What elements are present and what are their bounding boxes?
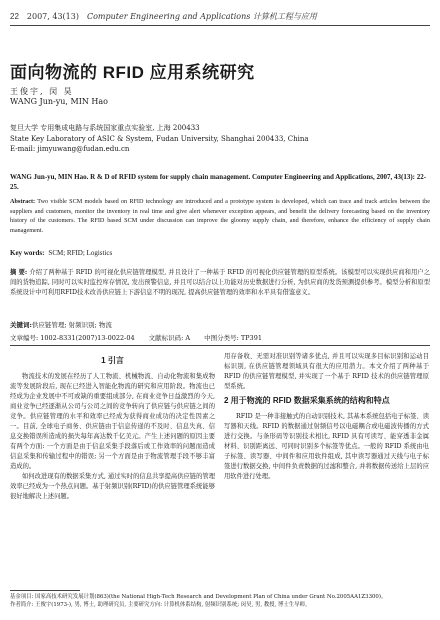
section-heading-intro: 1 引言 bbox=[101, 356, 124, 365]
page-number: 22 bbox=[10, 12, 19, 21]
intro-paragraph-1: 物流技术的发展在经历了人工物流、机械物流、自动化物流和集成物流等发展阶段后, 现在已经进入智能化物流的研究和应用阶段。物流也已经成为企业发展中不可或缺的重要组成部分, 在商业竞争日益激烈的今天, 商业竞争已经逐渐从公司与公司之间的竞争转向了供应链与供应链之间的竞争。供应链管理的水平和效率已经成为获得商业成功的决定性因素之一。目前, 全球电子商务、供应链由于信息传递的不及时、信息失真、信息交换错误所造成的损失每年高达数千亿美元。产生上述问题的原因主要有两个方面: 一个方面是由于信息采集手段落后或工作效率的问题而造成信息采集和传输过程中的错误; 另一个方面是由于物流管理手段不够丰富造成的。 bbox=[10, 373, 215, 470]
article-meta bbox=[10, 333, 262, 342]
keywords-en-label: Key words: bbox=[10, 249, 45, 257]
abstract-cn bbox=[10, 268, 430, 298]
keywords-cn bbox=[10, 320, 112, 329]
keywords-cn-text: 供应链管理; 射频识别; 物流 bbox=[31, 321, 112, 329]
body-column-left bbox=[10, 352, 215, 502]
paper-title: 面向物流的 RFID 应用系统研究 bbox=[10, 63, 255, 82]
author-email: E-mail: jimyuwang@fudan.edu.cn bbox=[10, 145, 130, 153]
abstract-cn-text: 介绍了两种基于 RFID 的可视化供应链管理模型, 并且设计了一种基于 RFID 的可视化供应链管理的原型系统。该模型可以实现供应商和用户之间的货物追踪, 同时可以实时监控库存情况, 发出预警信息, 并且可以结合以上功能对历史数据进行分析, 为供应商的发货预测提供参考。模型分析和原型系统设计中可利用RFID技术改善供应链上下游信息不明的现况, 提高供应链管理的效率和水平具有借鉴意义。 bbox=[10, 269, 430, 296]
footnote-author: 作者简介: 王俊宇(1973-), 男, 博士, 助理研究员, 主要研究方向: 计算机体系结构, 射频识别系统; 闵昊, 男, 教授, 博士生导师。 bbox=[10, 602, 311, 608]
abstract-en-label: Abstract: bbox=[10, 198, 36, 205]
footnote-fund: 基金项目: 国家高技术研究发展计划(863)(the National High-Tech Research and Development Plan of China under Grant No.2005AA1Z3300)。 bbox=[10, 594, 387, 600]
authors-en: WANG Jun-yu, MIN Hao bbox=[10, 97, 108, 106]
section-heading-2: 2 用于物流的 RFID 数据采集系统的结构和特点 bbox=[224, 396, 390, 405]
article-number: 文章编号: 1002-8331(2007)13-0022-04 bbox=[10, 334, 135, 342]
abstract-cn-label: 摘 要: bbox=[10, 269, 28, 276]
intro-paragraph-2: 如何改进现有的数据采集方式, 通过实时的信息共享提高供应链的管理效率已经成为一个热点问题。基于射频识别(RFID)的供应链管理系统能够很好地解决上述问题。 bbox=[10, 473, 215, 500]
volume-info: 2007, 43(13) bbox=[26, 12, 79, 21]
affiliation-block bbox=[10, 123, 430, 155]
keywords-en bbox=[10, 249, 112, 257]
footnote-rule bbox=[10, 590, 80, 591]
authors-cn: 王俊宇, 闵 昊 bbox=[10, 87, 74, 96]
document-code: 文献标识码: A bbox=[148, 334, 191, 342]
clc-number: 中图分类号: TP391 bbox=[204, 334, 262, 342]
body-column-right bbox=[224, 352, 429, 482]
abstract-en bbox=[10, 197, 430, 235]
affiliation-cn: 复旦大学 专用集成电路与系统国家重点实验室, 上海 200433 bbox=[10, 124, 200, 132]
abstract-en-text: Two visible SCM models based on RFID technology are introduced and a prototype system is developed, which can trace and track articles between the suppliers and customers, monitor the inventory in real time and give alert whenever exception appears, and benefit the delivery forecasting based on the inventory history of the customers. The RFID based SCM under discussion can improve the gloomy supply chain, and therefore, enhance the efficiency of supply chain management. bbox=[10, 198, 430, 234]
header-rule bbox=[10, 25, 430, 26]
keywords-cn-label: 关键词: bbox=[10, 321, 32, 329]
running-header bbox=[10, 10, 430, 24]
section-2-paragraph: RFID 是一种非接触式的自动识别技术, 其基本系统包括电子标签、读写器和天线。RFID 的数据通过射频信号以电磁耦合或电磁波传播的方式进行交换。与条形码等识别技术相比, RFID 具有可读写、能穿透非金属材料、识别距离远、可同时识别多个标签等优点。一般的 RFID 系统由电子标签、读写器、中间件和应用软件组成, 其中读写器通过天线与电子标签进行数据交换, 中间件负责数据的过滤和整合, 并将数据传送给上层的应用软件进行处理。 bbox=[224, 413, 429, 480]
journal-name: Computer Engineering and Applications 计算机工程与应用 bbox=[86, 12, 317, 21]
citation: WANG Jun-yu, MIN Hao. R & D of RFID system for supply chain management. Computer Engineering and Applications, 2007, 43(13): 22-25. bbox=[10, 173, 427, 191]
footnotes bbox=[10, 593, 430, 609]
affiliation-en: State Key Laboratory of ASIC & System, Fudan University, Shanghai 200433, China bbox=[10, 134, 309, 143]
meta-rule bbox=[10, 345, 430, 346]
keywords-en-text: SCM; RFID; Logistics bbox=[48, 249, 113, 257]
intro-continuation: 用存备收、无需对准识别等诸多优点, 并且可以实现多目标识别和运动目标识别, 在供应链管理领域具有很大的应用潜力。本文介绍了两种基于 RFID 的供应链管理模型, 并实现了一个基于 RFID 技术的供应链管理原型系统。 bbox=[224, 353, 429, 390]
